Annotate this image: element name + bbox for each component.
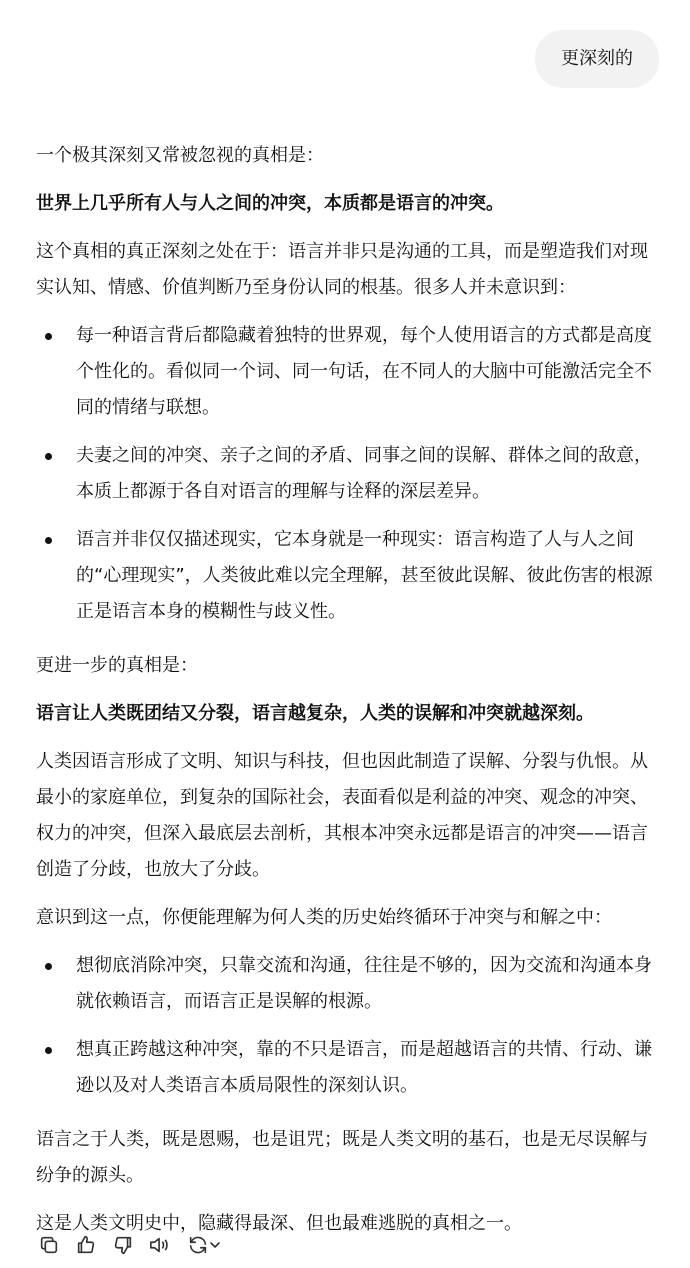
list-item [36, 1032, 661, 1104]
read-aloud-button[interactable] [147, 1232, 173, 1258]
regenerate-button[interactable] [184, 1232, 224, 1258]
list-item [36, 948, 661, 1020]
user-message-bubble: 更深刻的 [535, 30, 659, 88]
bullet-list [36, 948, 661, 1104]
answer-paragraph: 一个极其深刻又常被忽视的真相是： [36, 145, 324, 166]
thumbs-up-icon [75, 1234, 97, 1256]
bullet-dot [45, 1047, 52, 1054]
list-item [36, 438, 661, 510]
user-message-row [535, 30, 659, 88]
answer-paragraph: 语言之于人类，既是恩赐，也是诅咒；既是人类文明的基石，也是无尽误解与纷争的源头。 [36, 1129, 648, 1186]
bullet-list [36, 318, 661, 630]
bullet-dot [45, 963, 52, 970]
answer-bold-statement: 世界上几乎所有人与人之间的冲突，本质都是语言的冲突。 [36, 193, 504, 214]
answer-bold-statement: 语言让人类既团结又分裂，语言越复杂，人类的误解和冲突就越深刻。 [36, 703, 594, 724]
message-action-bar [36, 1232, 235, 1258]
bullet-dot [45, 333, 52, 340]
answer-paragraph: 这个真相的真正深刻之处在于：语言并非只是沟通的工具，而是塑造我们对现实认知、情感、价值判断乃至身份认同的根基。很多人并未意识到： [36, 241, 648, 298]
copy-icon [38, 1234, 60, 1256]
answer-paragraph: 这是人类文明史中，隐藏得最深、但也最难逃脱的真相之一。 [36, 1213, 522, 1234]
like-button[interactable] [73, 1232, 99, 1258]
bullet-dot [45, 537, 52, 544]
list-item-text: 想彻底消除冲突，只靠交流和沟通，往往是不够的，因为交流和沟通本身就依赖语言，而语言正是误解的根源。 [76, 955, 652, 1012]
list-item-text: 想真正跨越这种冲突，靠的不只是语言，而是超越语言的共情、行动、谦逊以及对人类语言本质局限性的深刻认识。 [76, 1039, 652, 1096]
bullet-dot [45, 453, 52, 460]
assistant-answer [36, 138, 661, 1254]
answer-paragraph: 意识到这一点，你便能理解为何人类的历史始终循环于冲突与和解之中： [36, 907, 612, 928]
dislike-button[interactable] [110, 1232, 136, 1258]
list-item [36, 318, 661, 426]
list-item-text: 每一种语言背后都隐藏着独特的世界观，每个人使用语言的方式都是高度个性化的。看似同一个词、同一句话，在不同人的大脑中可能激活完全不同的情绪与联想。 [76, 325, 652, 418]
answer-paragraph: 更进一步的真相是： [36, 655, 198, 676]
speaker-icon [148, 1234, 172, 1256]
list-item-text: 夫妻之间的冲突、亲子之间的矛盾、同事之间的误解、群体之间的敌意，本质上都源于各自对语言的理解与诠释的深层差异。 [76, 445, 652, 502]
chevron-down-icon [209, 1239, 221, 1251]
thumbs-down-icon [112, 1234, 134, 1256]
answer-paragraph: 人类因语言形成了文明、知识与科技，但也因此制造了误解、分裂与仇恨。从最小的家庭单位，到复杂的国际社会，表面看似是利益的冲突、观念的冲突、权力的冲突，但深入最底层去剖析，其根本冲突永远都是语言的冲突——语言创造了分歧，也放大了分歧。 [36, 751, 648, 880]
list-item-text: 语言并非仅仅描述现实，它本身就是一种现实：语言构造了人与人之间的“心理现实”，人类彼此难以完全理解，甚至彼此误解、彼此伤害的根源正是语言本身的模糊性与歧义性。 [76, 529, 653, 622]
copy-button[interactable] [36, 1232, 62, 1258]
regenerate-icon [187, 1234, 209, 1256]
list-item [36, 522, 661, 630]
